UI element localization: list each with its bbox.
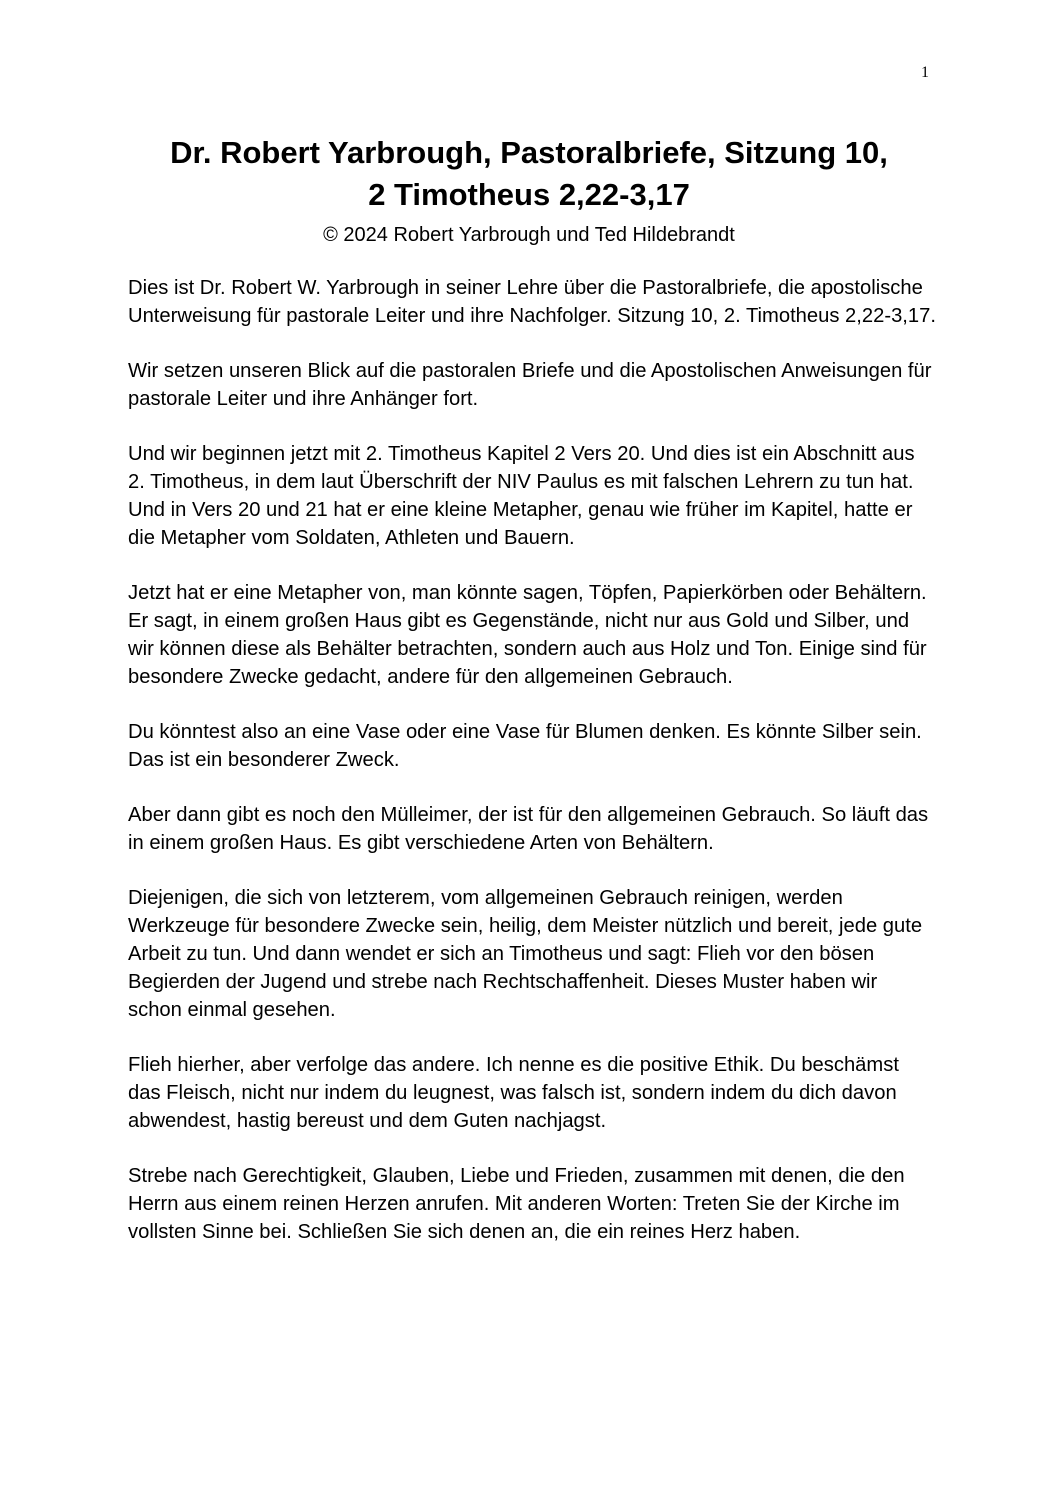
body-paragraph: Dies ist Dr. Robert W. Yarbrough in seiner Lehre über die Pastoralbriefe, die apostolische Unterweisung für pastorale Leiter und ihre Nachfolger. Sitzung 10, 2. Timotheus 2,22-3,17. (128, 277, 936, 327)
body-paragraph: Diejenigen, die sich von letzterem, vom allgemeinen Gebrauch reinigen, werden Werkzeuge für besondere Zwecke sein, heilig, dem Meister nützlich und bereit, jede gute Arbeit zu tun. Und dann wendet er sich an Timotheus und sagt: Flieh vor den bösen Begierden der Jugend und strebe nach Rechtschaffenheit. Dieses Muster haben wir schon einmal gesehen. (128, 887, 923, 1021)
document-title-line-1: Dr. Robert Yarbrough, Pastoralbriefe, Sitzung 10, (170, 135, 888, 170)
document-title-line-2: 2 Timotheus 2,22-3,17 (368, 177, 690, 212)
body-paragraph: Wir setzen unseren Blick auf die pastoralen Briefe und die Apostolischen Anweisungen für pastorale Leiter und ihre Anhänger fort. (128, 360, 932, 410)
body-paragraph: Jetzt hat er eine Metapher von, man könnte sagen, Töpfen, Papierkörben oder Behältern. Er sagt, in einem großen Haus gibt es Gegenstände, nicht nur aus Gold und Silber, und wir können diese als Behälter betrachten, sondern auch aus Holz und Ton. Einige sind für besondere Zwecke gedacht, andere für den allgemeinen Gebrauch. (128, 582, 927, 688)
copyright-notice: © 2024 Robert Yarbrough und Ted Hildebrandt (323, 224, 735, 246)
body-paragraph: Flieh hierher, aber verfolge das andere. Ich nenne es die positive Ethik. Du beschämst das Fleisch, nicht nur indem du leugnest, was falsch ist, sondern indem du dich davon abwendest, hastig bereust und dem Guten nachjagst. (128, 1054, 899, 1132)
body-paragraph: Strebe nach Gerechtigkeit, Glauben, Liebe und Frieden, zusammen mit denen, die den Herrn aus einem reinen Herzen anrufen. Mit anderen Worten: Treten Sie der Kirche im vollsten Sinne bei. Schließen Sie sich denen an, die ein reines Herz haben. (128, 1165, 905, 1243)
body-paragraph: Und wir beginnen jetzt mit 2. Timotheus Kapitel 2 Vers 20. Und dies ist ein Abschnitt aus 2. Timotheus, in dem laut Überschrift der NIV Paulus es mit falschen Lehrern zu tun hat. Und in Vers 20 und 21 hat er eine kleine Metapher, genau wie früher im Kapitel, hatte er die Metapher vom Soldaten, Athleten und Bauern. (128, 443, 915, 549)
body-paragraph: Du könntest also an eine Vase oder eine Vase für Blumen denken. Es könnte Silber sein. Das ist ein besonderer Zweck. (128, 721, 922, 771)
page-number: 1 (921, 64, 929, 81)
body-paragraph: Aber dann gibt es noch den Mülleimer, der ist für den allgemeinen Gebrauch. So läuft das in einem großen Haus. Es gibt verschiedene Arten von Behältern. (128, 804, 929, 854)
document-header (0, 132, 1058, 250)
document-body (128, 274, 936, 1273)
